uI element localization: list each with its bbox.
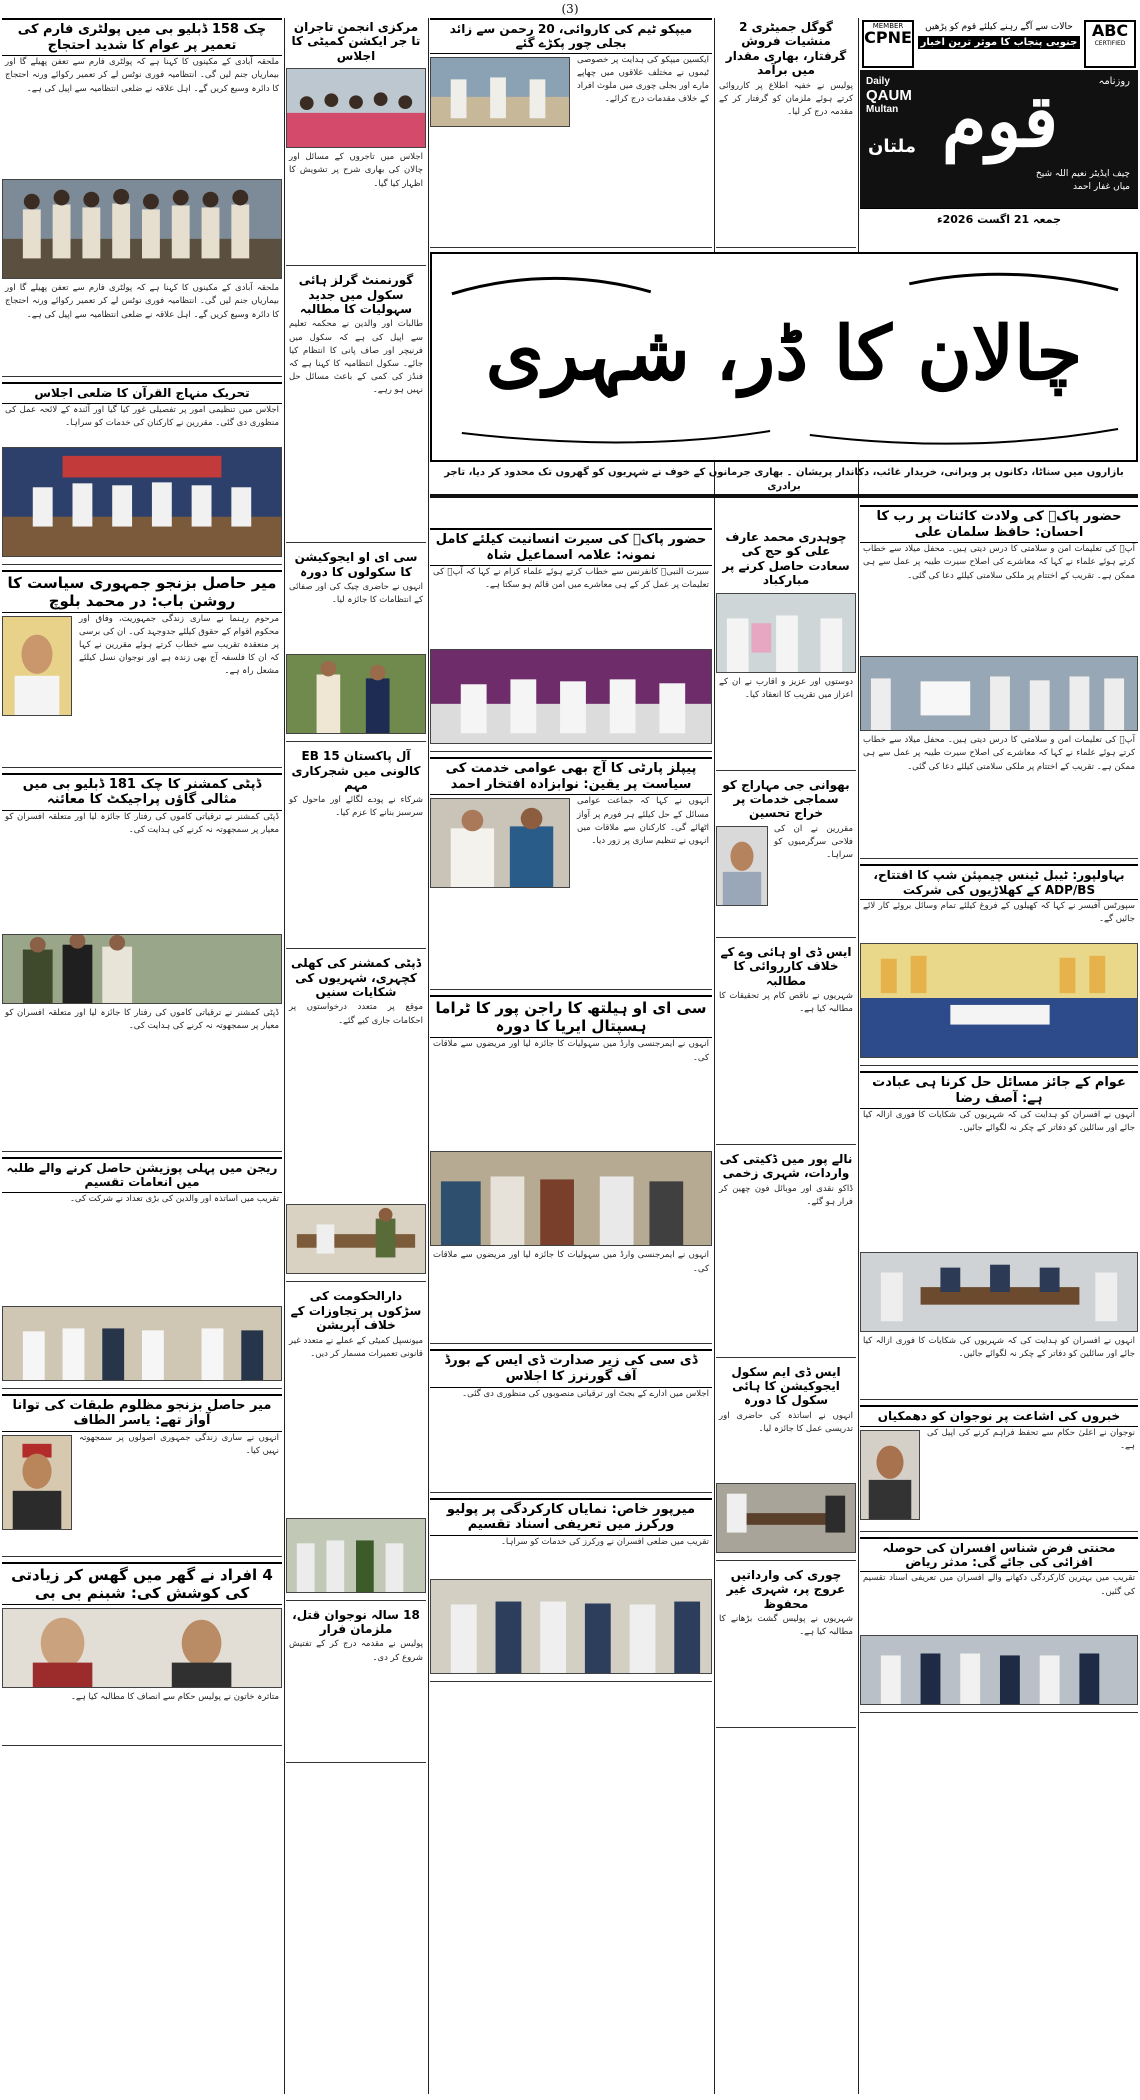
- story-photo: [286, 68, 426, 148]
- story-photo: [2, 1306, 282, 1381]
- editor: میاں غفار احمد: [1073, 181, 1130, 192]
- story-headline[interactable]: ڈپٹی کمشنر کی کھلی کچہری، شہریوں کی شکایات سنیں: [290, 956, 422, 1000]
- story-headline[interactable]: نالے پور میں ڈکیتی کی واردات، شہری زخمی: [719, 1151, 853, 1181]
- story-body: انہوں نے افسران کو ہدایت کی کہ شہریوں کی شکایات کا فوری ازالہ کیا جائے اور سائلین کو دفاتر کے چکر نہ لگوائے جائیں۔: [863, 1110, 1135, 1134]
- city-urdu: ملتان: [868, 136, 916, 157]
- story-body: شرکاء نے پودے لگائے اور ماحول کو سرسبز بنانے کا عزم کیا۔: [289, 795, 423, 819]
- story-photo: [286, 1518, 426, 1593]
- page-number: (3): [561, 2, 579, 16]
- story-body: شہریوں نے ناقص کام پر تحقیقات کا مطالبہ کیا ہے۔: [719, 990, 853, 1015]
- masthead-english-title: [866, 76, 912, 115]
- story-body: انہوں نے اساتذہ کی حاضری اور تدریسی عمل کا جائزہ لیا۔: [719, 1410, 853, 1435]
- story-headline[interactable]: دارالحکومت کی سڑکوں پر تجاوزات کے خلاف آپریشن: [290, 1289, 422, 1333]
- story-headline[interactable]: محنتی فرض شناس افسران کی حوصلہ افزائی کی جائے گی: مدثر ریاض: [860, 1537, 1138, 1573]
- story-split: [430, 54, 712, 248]
- story-body: متاثرہ خاتون نے پولیس حکام سے انصاف کا مطالبہ کیا ہے۔: [70, 1691, 279, 1702]
- story-body: تقریب میں ضلعی افسران نے ورکرز کی خدمات کو سراہا۔: [500, 1536, 709, 1547]
- story-body: نوجوان نے اعلیٰ حکام سے تحفظ فراہم کرنے کی اپیل کی ہے۔: [927, 1427, 1135, 1451]
- issue-date: جمعہ 21 اگست 2026ء: [860, 208, 1138, 230]
- cpne-badge-top: MEMBER: [872, 22, 904, 30]
- story-photo: [430, 1579, 712, 1674]
- story-body: اجلاس میں تاجروں کے مسائل اور چالان کی بھاری شرح پر تشویش کا اظہار کیا گیا۔: [289, 152, 423, 189]
- story-body: مرحوم رہنما نے ساری زندگی جمہوریت، وفاق اور محکوم اقوام کے حقوق کیلئے جدوجہد کی۔ ان کی برسی پر منعقدہ تقریب سے خطاب کرتے ہوئے مقررین نے کہا کہ ان کا فلسفہ آج بھی زندہ ہے اور نوجوان نسل کیلئے مشعل راہ ہے۔: [79, 613, 279, 677]
- chief-editor: چیف ایڈیٹر نعیم اللہ شیخ: [1035, 169, 1130, 179]
- story: [716, 1566, 856, 1728]
- story-body: ڈپٹی کمشنر نے ترقیاتی کاموں کی رفتار کا جائزہ لیا اور متعلقہ افسران کو معیار پر سمجھوتہ نہ کرنے کی ہدایت کی۔: [5, 811, 279, 835]
- story: [430, 18, 712, 248]
- column-5: [860, 505, 1138, 2094]
- story-body-with-portrait: [2, 1432, 282, 1552]
- story-headline[interactable]: 18 سالہ نوجوان قتل، ملزمان فرار: [292, 1607, 420, 1637]
- story-body: انہوں نے ایمرجنسی وارڈ میں سہولیات کا جائزہ لیا اور مریضوں سے ملاقات کی۔: [433, 1039, 709, 1063]
- story-headline[interactable]: چک 158 ڈبلیو بی میں پولٹری فارم کی تعمیر پر عوام کا شدید احتجاج: [2, 18, 282, 56]
- story: [716, 18, 856, 248]
- story-body: مقررین نے ان کی فلاحی سرگرمیوں کو سراہا۔: [774, 823, 853, 861]
- story-body: ملحقہ آبادی کے مکینوں کا کہنا ہے کہ پولٹری فارم سے تعفن پھیلے گا اور بیماریاں جنم لیں گی۔ انتظامیہ فوری نوٹس لے کر تعمیر رکوائے ورنہ احتجاج کا دائرہ وسیع کریں گے۔ اہل علاقہ نے ضلعی انتظامیہ سے اپیل کی ہے۔: [5, 57, 279, 94]
- column-4: [716, 18, 856, 2094]
- story-photo: [860, 656, 1138, 731]
- cpne-badge: [862, 20, 914, 68]
- masthead-tagline: [918, 22, 1080, 49]
- story-photo: [2, 179, 282, 279]
- story-headline[interactable]: مرکزی انجمن تاجران تا جر ایکشن کمیٹی کا اجلاس: [291, 20, 421, 63]
- story: [860, 1405, 1138, 1531]
- story-headline[interactable]: ایس ڈی ایم سکول ایجوکیشن کا ہائی سکول کا دورہ: [731, 1364, 841, 1408]
- story: [430, 757, 712, 990]
- banner-spacer: [430, 253, 712, 528]
- column-1: [2, 18, 282, 2094]
- story-headline[interactable]: ڈپٹی کمشنر کا چک 181 ڈبلیو بی میں مثالی گاؤں پراجیکٹ کا معائنہ: [2, 773, 282, 811]
- tagline-1: حالات سے آگے رہنے کیلئے قوم کو پڑھیں: [925, 22, 1073, 32]
- story-headline[interactable]: حضور پاکؐ کی ولادت کائنات پر رب کا احسان: حافظ سلمان علی: [860, 505, 1138, 543]
- story-headline[interactable]: ریجن میں پہلی پوزیشن حاصل کرنے والے طلبہ میں انعامات تقسیم: [2, 1157, 282, 1193]
- title-english: QAUM: [866, 87, 912, 104]
- story-split: [430, 795, 712, 985]
- masthead-title: قوم: [941, 78, 1059, 163]
- story: [716, 1150, 856, 1358]
- abc-badge-main: ABC: [1091, 21, 1129, 40]
- story: [716, 528, 856, 771]
- portrait-photo: [2, 1435, 72, 1530]
- story-body-continued: ڈپٹی کمشنر نے ترقیاتی کاموں کی رفتار کا جائزہ لیا اور متعلقہ افسران کو معیار پر سمجھوتہ نہ کرنے کی ہدایت کی۔: [5, 1007, 279, 1031]
- story: [860, 1537, 1138, 1714]
- story-body: دوستوں اور عزیز و اقارب نے ان کے اعزاز میں تقریب کا انعقاد کیا۔: [719, 676, 853, 700]
- column-divider: [284, 18, 285, 2094]
- column-divider: [428, 18, 429, 2094]
- story-body: آپؐ کی تعلیمات امن و سلامتی کا درس دیتی ہیں۔ محفل میلاد سے خطاب کرتے ہوئے علماء نے کہا کہ معاشرے کی اصلاح سیرت طیبہ پر عمل سے ہی ممکن ہے۔ تقریب کے اختتام پر ملکی سلامتی کیلئے دعا کی گئی۔: [863, 544, 1135, 581]
- story-body: انہوں نے ساری زندگی جمہوری اصولوں پر سمجھوتہ نہیں کیا۔: [79, 1432, 279, 1456]
- masthead-top-strip: [860, 18, 1138, 70]
- story-body: سپورٹس آفیسر نے کہا کہ کھیلوں کے فروغ کیلئے تمام وسائل بروئے کار لائے جائیں گے۔: [863, 900, 1135, 925]
- story-headline[interactable]: میر حاصل بزنجو مظلوم طبقات کی توانا آواز تھے: یاسر الطاف: [2, 1394, 282, 1432]
- story-body: اجلاس میں ادارے کے بجٹ اور ترقیاتی منصوبوں کی منظوری دی گئی۔: [462, 1388, 709, 1399]
- column-3: [430, 18, 712, 2094]
- story: [716, 776, 856, 938]
- story-photo: [2, 447, 282, 557]
- story-photo: [286, 654, 426, 734]
- story-headline[interactable]: سی ای او ایجوکیشن کا سکولوں کا دورہ: [294, 550, 418, 579]
- story-headline[interactable]: میر حاصل بزنجو جمہوری سیاست کا روشن باب: در محمد بلوچ: [2, 570, 282, 613]
- story-photo: [716, 1483, 856, 1553]
- story: [286, 1287, 426, 1600]
- story-headline[interactable]: عوام کے جائز مسائل حل کرنا ہی عبادت ہے: آصف رضا: [860, 1071, 1138, 1109]
- story-body: میونسپل کمیٹی کے عملے نے متعدد غیر قانونی تعمیرات مسمار کر دیں۔: [289, 1335, 423, 1359]
- story-body: انہوں نے حاضری چیک کی اور صفائی کے انتظامات کا جائزہ لیا۔: [289, 582, 423, 606]
- story-headline[interactable]: 4 افراد نے گھر میں گھس کر زیادتی کی کوشش کی: شبنم بی بی: [2, 1562, 282, 1605]
- story: [430, 995, 712, 1344]
- story-body: پولیس نے مقدمہ درج کر کے تفتیش شروع کر دی۔: [289, 1639, 423, 1663]
- story: [2, 1157, 282, 1389]
- story-headline[interactable]: حضور پاکؐ کی سیرت انسانیت کیلئے کامل نمونہ: علامہ اسماعیل شاہ: [430, 528, 712, 566]
- story: [860, 864, 1138, 1066]
- story-body-continued: انہوں نے افسران کو ہدایت کی کہ شہریوں کی شکایات کا فوری ازالہ کیا جائے اور سائلین کو دفاتر کے چکر نہ لگوائے جائیں۔: [863, 1336, 1135, 1360]
- story: [860, 1071, 1138, 1400]
- story-body-continued: انہوں نے ایمرجنسی وارڈ میں سہولیات کا جائزہ لیا اور مریضوں سے ملاقات کی۔: [433, 1250, 709, 1274]
- story-headline[interactable]: تحریک منہاج القرآن کا ضلعی اجلاس: [2, 382, 282, 403]
- column-2: [286, 18, 426, 2094]
- lead-headline-caption: بازاروں میں سناٹا، دکانوں پر ویرانی، خریدار غائب، دکاندار پریشان ۔ بھاری جرمانوں کے خوف نے شہریوں کو گھروں تک محدود کر دیا، تاجر برادری: [444, 467, 1124, 492]
- story-headline[interactable]: میرپور خاص: نمایاں کارکردگی پر پولیو ورکرز میں تعریفی اسناد تقسیم: [430, 1498, 712, 1536]
- story-body-continued: آپؐ کی تعلیمات امن و سلامتی کا درس دیتی ہیں۔ محفل میلاد سے خطاب کرتے ہوئے علماء نے کہا کہ معاشرے کی اصلاح سیرت طیبہ پر عمل سے ہی ممکن ہے۔ تقریب کے اختتام پر ملکی سلامتی کیلئے دعا کی گئی۔: [863, 735, 1135, 772]
- story-headline[interactable]: گورنمنٹ گرلز ہائی سکول میں جدید سہولیات کا مطالبہ: [298, 273, 414, 316]
- story: [2, 18, 282, 377]
- story-photo: [2, 1608, 282, 1688]
- story: [860, 505, 1138, 859]
- story-photo: [430, 57, 570, 127]
- story-headline[interactable]: میپکو ٹیم کی کاروائی، 20 رحمن سے زائد بجلی چور پکڑے گئے: [430, 18, 712, 54]
- portrait-photo: [2, 616, 72, 716]
- story-body: سیرت النبیؐ کانفرنس سے خطاب کرتے ہوئے علماء کرام نے کہا کہ آپؐ کی تعلیمات پر عمل کر کے ہی معاشرے میں امن قائم ہو سکتا ہے۔: [433, 567, 709, 591]
- story-photo: [716, 593, 856, 673]
- story-photo: [430, 1151, 712, 1246]
- story-body-continued: ملحقہ آبادی کے مکینوں کا کہنا ہے کہ پولٹری فارم سے تعفن پھیلے گا اور بیماریاں جنم لیں گی۔ انتظامیہ فوری نوٹس لے کر تعمیر رکوائے ورنہ احتجاج کا دائرہ وسیع کریں گے۔ اہل علاقہ نے ضلعی انتظامیہ سے اپیل کی ہے۔: [5, 283, 279, 320]
- story: [716, 1363, 856, 1561]
- story: [430, 528, 712, 752]
- story-body: ڈاکو نقدی اور موبائل فون چھین کر فرار ہو گئے۔: [719, 1183, 853, 1207]
- abc-badge: [1084, 20, 1136, 68]
- story-body-with-portrait: [2, 613, 282, 763]
- story-photo: [286, 1204, 426, 1274]
- story-headline[interactable]: آل پاکستان EB 15 کالونی میں شجرکاری مہم: [291, 749, 421, 792]
- portrait-photo: [860, 1430, 920, 1520]
- story: [286, 1606, 426, 1764]
- story-body: انہوں نے کہا کہ جماعت عوامی مسائل کے حل کیلئے ہر فورم پر آواز اٹھائے گی۔ کارکنان سے ملاقات میں انہوں نے تنظیم سازی پر زور دیا۔: [577, 796, 709, 846]
- story: [2, 773, 282, 1152]
- story: [2, 1562, 282, 1746]
- story-body: اجلاس میں تنظیمی امور پر تفصیلی غور کیا گیا اور آئندہ کے لائحہ عمل کی منظوری دی گئی۔ مقررین نے کارکنان کی خدمات کو سراہا۔: [5, 404, 279, 428]
- story: [286, 548, 426, 742]
- banner-spacer: [716, 253, 856, 528]
- story-headline[interactable]: ایس ڈی او ہائی وے کے خلاف کارروائی کا مطالبہ: [720, 944, 852, 988]
- story: [430, 1498, 712, 1682]
- story: [286, 18, 426, 266]
- story: [286, 954, 426, 1282]
- story-body: پولیس نے خفیہ اطلاع پر کارروائی کرتے ہوئے ملزمان کو گرفتار کر کے مقدمہ درج کر لیا۔: [719, 80, 853, 117]
- story-body-with-portrait: [860, 1427, 1138, 1527]
- portrait-photo: [716, 826, 768, 906]
- story-headline[interactable]: بہاولپور: ٹیبل ٹینس چیمپئن شپ کا افتتاح، ADP/BS کے کھلاڑیوں کی شرکت: [860, 864, 1138, 900]
- story-photo: [860, 1635, 1138, 1705]
- story-body: تقریب میں اساتذہ اور والدین کی بڑی تعداد نے شرکت کی۔: [69, 1193, 279, 1204]
- story-headline[interactable]: چوری کی وارداتیں عروج پر، شہری غیر محفوظ: [726, 1567, 846, 1611]
- story: [2, 1394, 282, 1557]
- story-body-with-portrait: [716, 823, 856, 933]
- masthead: [860, 18, 1138, 230]
- story-photo: [2, 934, 282, 1004]
- masthead-editors: [1036, 168, 1130, 193]
- story: [2, 570, 282, 768]
- story: [286, 271, 426, 543]
- tagline-2: جنوبی پنجاب کا موثر ترین اخبار: [918, 36, 1080, 49]
- lead-headline: چالان کا ڈر، شہری: [485, 311, 1083, 397]
- story-headline[interactable]: ڈی سی کی زیر صدارت ڈی ایس کے بورڈ آف گورنرز کا اجلاس: [430, 1349, 712, 1387]
- story-headline[interactable]: پیپلز پارٹی کا آج بھی عوامی خدمت کی سیاست پر یقین: نوابزادہ افتخار احمد: [430, 757, 712, 795]
- cpne-badge-main: CPNE: [864, 28, 912, 47]
- city-english: Multan: [866, 104, 899, 115]
- story-body: ایکسین میپکو کی ہدایت پر خصوصی ٹیموں نے مختلف علاقوں میں چھاپے مارے اور بجلی چوری میں ملوث افراد کے خلاف مقدمات درج کرائے۔: [577, 54, 709, 105]
- abc-badge-sub: CERTIFIED: [1094, 39, 1126, 47]
- daily-urdu: روزنامہ: [1098, 76, 1130, 87]
- story-photo: [860, 1252, 1138, 1332]
- story-headline[interactable]: بھوانی جی مہاراج کو سماجی خدمات پر خراج تحسین: [722, 777, 850, 821]
- story-body: طالبات اور والدین نے محکمہ تعلیم سے اپیل کی ہے کہ سکول میں فرنیچر اور صاف پانی کا انتظام کیا جائے۔ سکول انتظامیہ کا کہنا ہے کہ فنڈز کی کمی کے باعث مسائل حل نہیں ہو رہے۔: [289, 319, 423, 396]
- story-photo-column: [430, 54, 570, 248]
- story-body: تقریب میں بہترین کارکردگی دکھانے والے افسران میں تعریفی اسناد تقسیم کی گئیں۔: [863, 1573, 1135, 1597]
- story-photo: [430, 798, 570, 888]
- story-headline[interactable]: سی ای او ہیلتھ کا راجن پور کا ٹراما ہسپتال ایریا کا دورہ: [430, 995, 712, 1038]
- story-body: شہریوں نے پولیس گشت بڑھانے کا مطالبہ کیا ہے۔: [719, 1614, 853, 1638]
- story-headline[interactable]: خبروں کی اشاعت پر نوجوان کو دھمکیاں: [860, 1405, 1138, 1426]
- story-photo: [430, 649, 712, 744]
- story: [716, 943, 856, 1145]
- story: [286, 747, 426, 949]
- daily-english: Daily: [866, 76, 890, 87]
- story-body: موقع پر متعدد درخواستوں پر احکامات جاری کیے گئے۔: [289, 1002, 423, 1026]
- story: [430, 1349, 712, 1492]
- story-photo: [860, 943, 1138, 1058]
- story-headline[interactable]: گوگل جمیٹری 2 منشیات فروش گرفتار، بھاری مقدار میں برآمد: [725, 20, 847, 78]
- story-headline[interactable]: چوہدری محمد عارف علی کو حج کی سعادت حاصل کرنے پر مبارکباد: [722, 530, 850, 588]
- story: [2, 382, 282, 564]
